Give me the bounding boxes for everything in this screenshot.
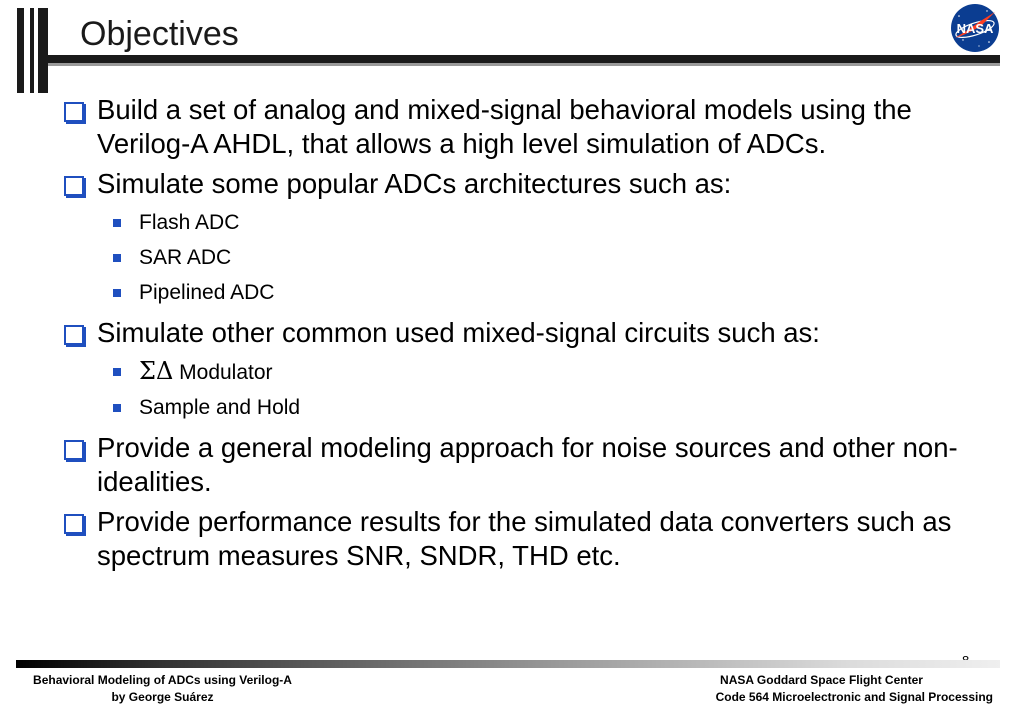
slide-title: Objectives bbox=[80, 15, 239, 53]
sub-item bbox=[60, 390, 990, 425]
square-bullet-icon bbox=[113, 219, 121, 227]
footer-right bbox=[650, 672, 993, 706]
objective-item bbox=[60, 316, 990, 350]
square-bullet-icon bbox=[113, 368, 121, 376]
sub-item bbox=[60, 275, 990, 310]
checkbox-bullet-icon bbox=[64, 325, 84, 345]
title-rule-shadow bbox=[48, 63, 1000, 66]
checkbox-bullet-icon bbox=[64, 514, 84, 534]
title-accent-bar-right bbox=[30, 8, 48, 93]
objective-text: Simulate other common used mixed-signal circuits such as: bbox=[97, 317, 820, 348]
footer-presentation-title: Behavioral Modeling of ADCs using Verilog-A bbox=[33, 673, 292, 687]
objective-item bbox=[60, 505, 990, 573]
sub-item bbox=[60, 205, 990, 240]
objective-text: Simulate some popular ADCs architectures such as: bbox=[97, 168, 732, 199]
objectives-list bbox=[60, 93, 990, 573]
sigma-delta-symbol: ΣΔ bbox=[139, 357, 174, 385]
nasa-logo-icon bbox=[949, 2, 1001, 54]
square-bullet-icon bbox=[113, 254, 121, 262]
footer-author: by George Suárez bbox=[111, 690, 214, 704]
checkbox-bullet-icon bbox=[64, 102, 84, 122]
adc-architecture-list bbox=[60, 205, 990, 310]
mixed-signal-circuit-list bbox=[60, 354, 990, 425]
title-accent-bar-left bbox=[17, 8, 24, 93]
square-bullet-icon bbox=[113, 289, 121, 297]
objective-item bbox=[60, 167, 990, 201]
footer-rule bbox=[16, 660, 1000, 668]
sub-item-text: SAR ADC bbox=[139, 246, 232, 269]
sub-item-text: Pipelined ADC bbox=[139, 281, 275, 304]
sub-item-text: Sample and Hold bbox=[139, 396, 301, 419]
checkbox-bullet-icon bbox=[64, 440, 84, 460]
footer-organization: NASA Goddard Space Flight Center bbox=[720, 673, 923, 687]
square-bullet-icon bbox=[113, 404, 121, 412]
objective-text: Provide performance results for the simulated data converters such as spectrum measures SNR, SNDR, THD etc. bbox=[97, 506, 952, 571]
footer-department: Code 564 Microelectronic and Signal Processing bbox=[715, 690, 993, 704]
svg-text:NASA: NASA bbox=[956, 21, 994, 36]
objective-text: Build a set of analog and mixed-signal behavioral models using the Verilog-A AHDL, that allows a high level simulation of ADCs. bbox=[97, 94, 912, 159]
footer-left bbox=[0, 672, 325, 706]
sub-item-text: Flash ADC bbox=[139, 211, 240, 234]
objective-item bbox=[60, 431, 990, 499]
title-rule bbox=[48, 55, 1000, 63]
sub-item bbox=[60, 240, 990, 275]
sub-item-text: Modulator bbox=[179, 361, 273, 384]
checkbox-bullet-icon bbox=[64, 176, 84, 196]
objective-text: Provide a general modeling approach for noise sources and other non-idealities. bbox=[97, 432, 958, 497]
sub-item bbox=[60, 354, 990, 390]
objective-item bbox=[60, 93, 990, 161]
